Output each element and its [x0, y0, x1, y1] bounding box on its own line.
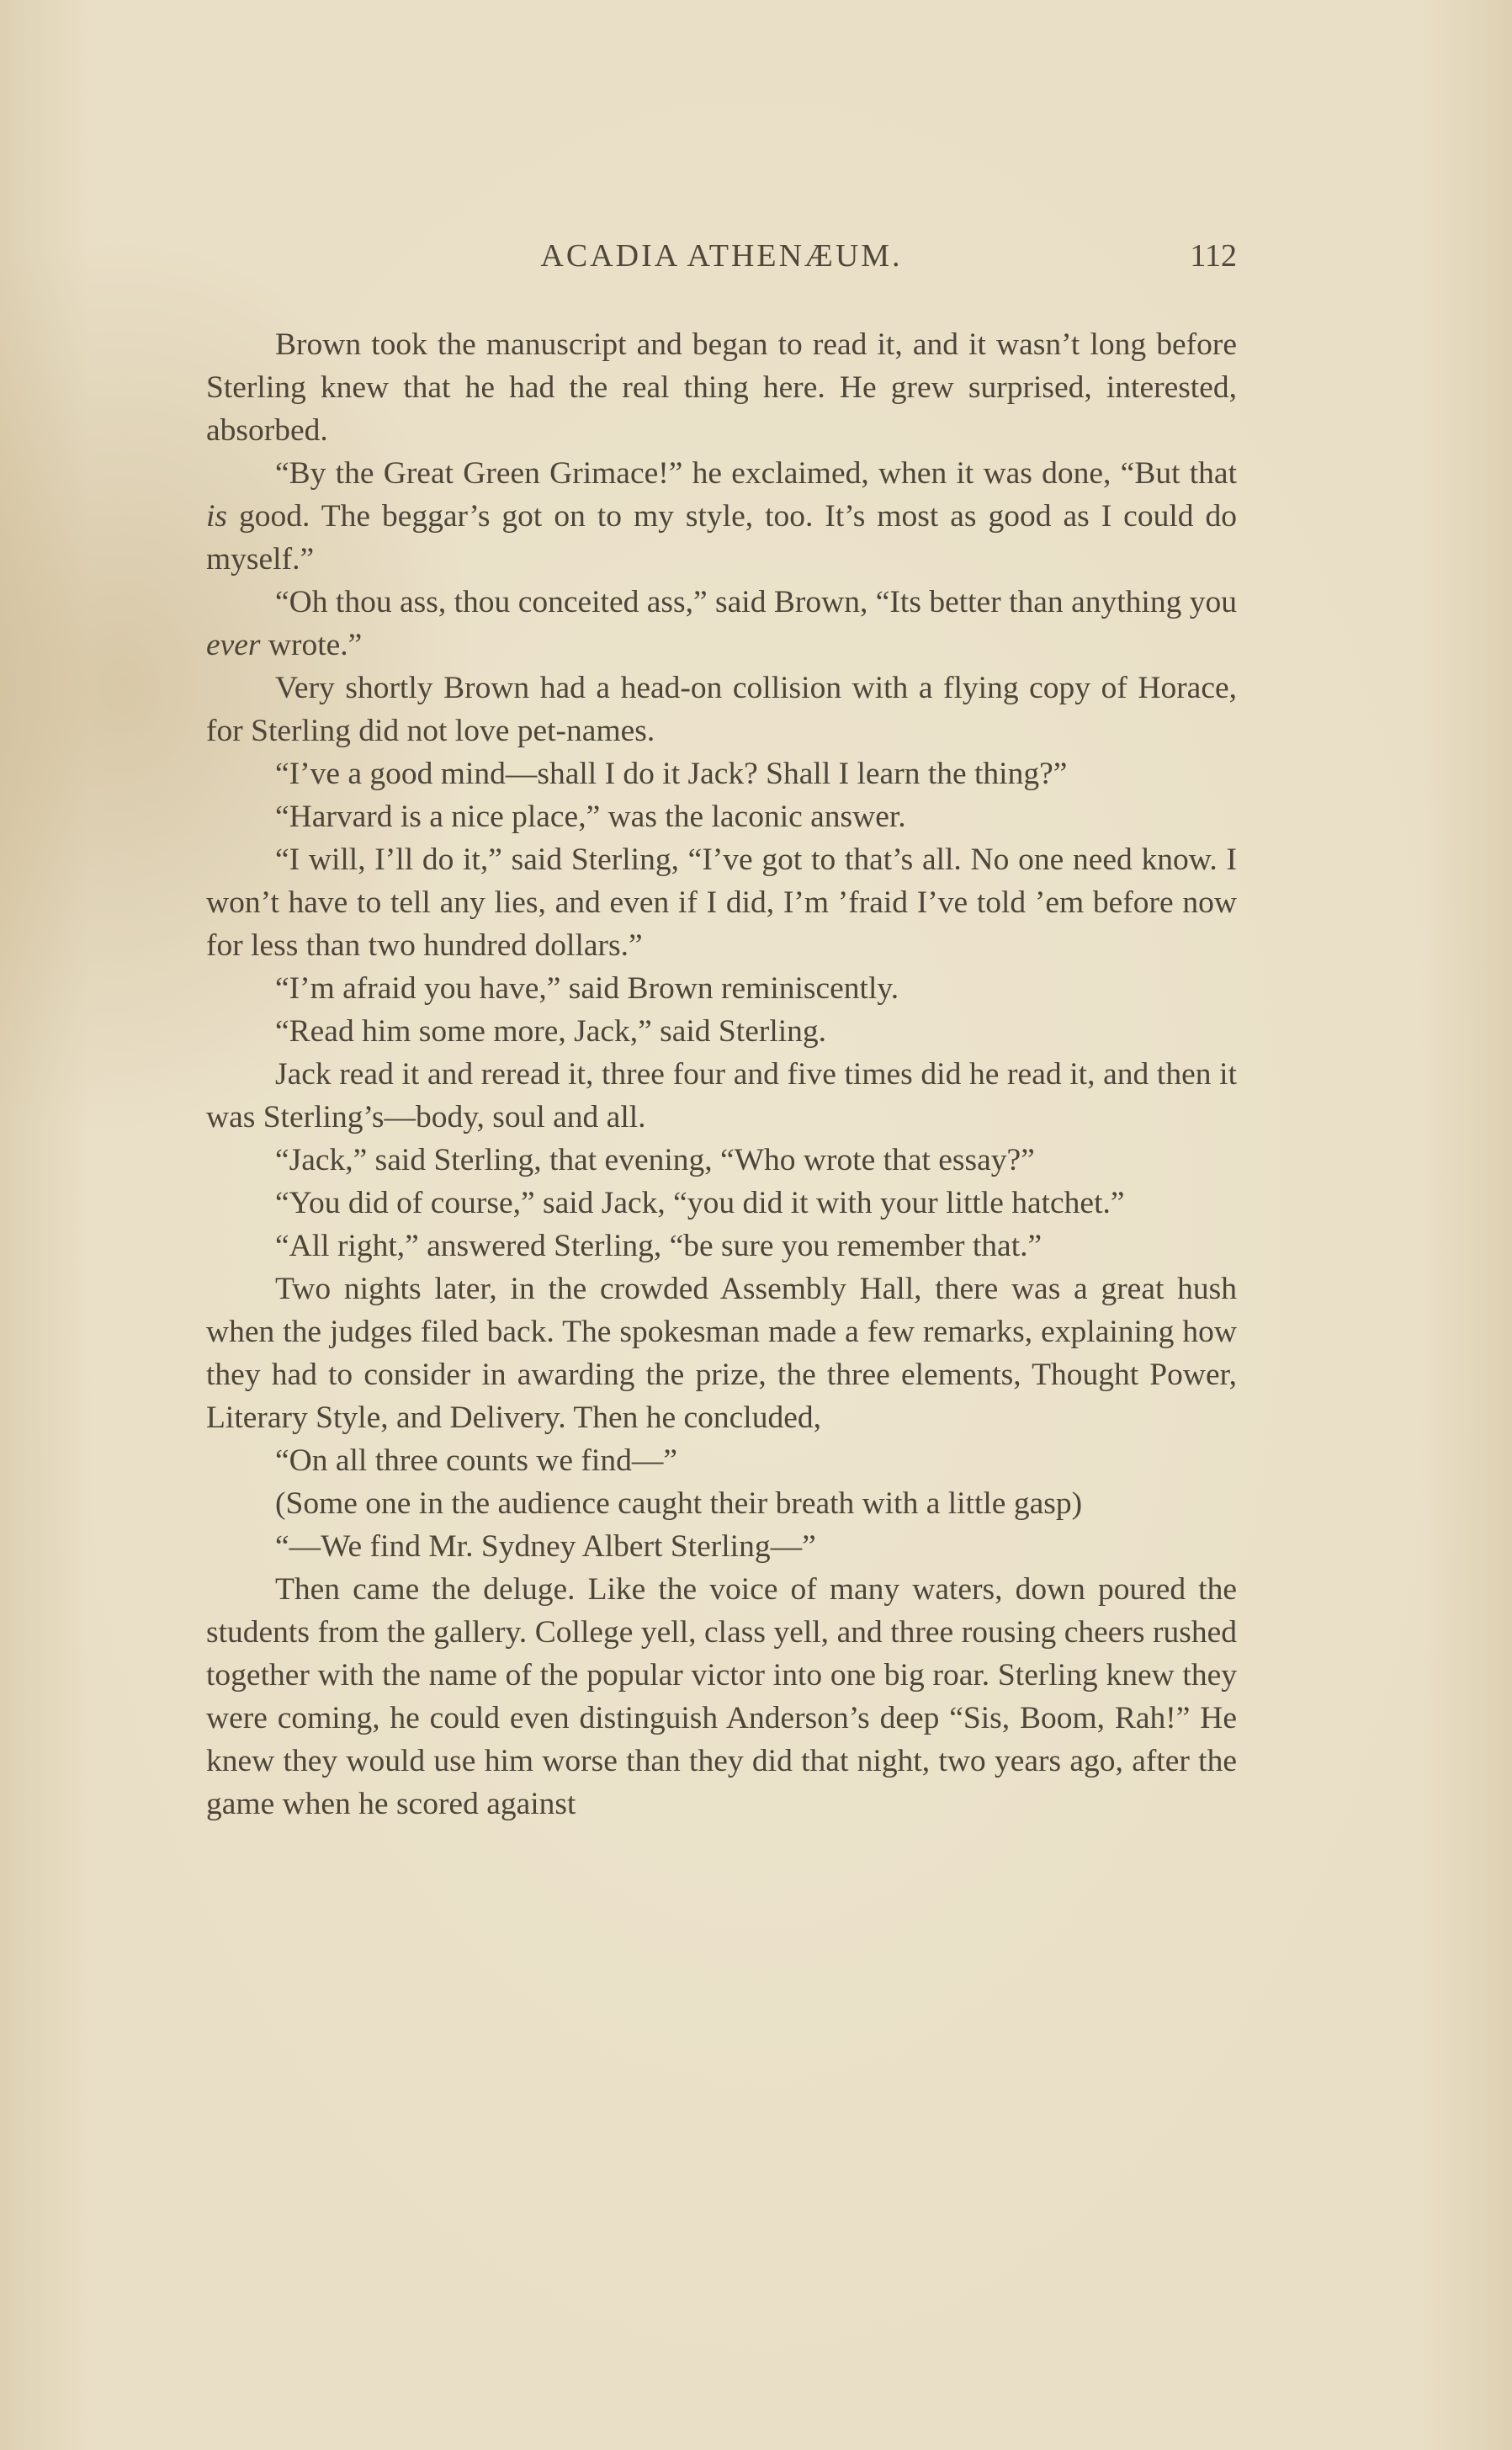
- paragraph: “You did of course,” said Jack, “you did it with your little hatchet.”: [275, 1186, 1125, 1220]
- running-head: [206, 237, 1237, 288]
- paragraph: “On all three counts we find—”: [275, 1443, 677, 1478]
- paragraph: Then came the deluge. Like the voice of many waters, down poured the students from the gallery. College yell, class yell, and three rousing cheers rushed together with the name of the popular victor into one big roar. Sterling knew they were coming, he could even distinguish Anderson’s deep “Sis, Boom, Rah!” He knew they would use him worse than they did that night, two years ago, after the game when he scored against: [206, 1572, 1237, 1821]
- text-run: good. The beggar’s got on to my style, too. It’s most as good as I could do myself.”: [206, 499, 1237, 577]
- paragraph: (Some one in the audience caught their breath with a little gasp): [275, 1486, 1083, 1521]
- paragraph: Jack read it and reread it, three four and five times did he read it, and then it was Sterling’s—body, soul and all.: [206, 1057, 1237, 1135]
- paragraph: “Harvard is a nice place,” was the laconic answer.: [275, 800, 906, 834]
- paragraph: “Read him some more, Jack,” said Sterling.: [275, 1014, 827, 1049]
- page-number: 112: [1190, 238, 1237, 274]
- italic-text: is: [206, 499, 228, 534]
- paragraph: [206, 581, 1237, 667]
- italic-text: ever: [206, 628, 261, 662]
- paragraph: “All right,” answered Sterling, “be sure you remember that.”: [275, 1229, 1042, 1263]
- paragraph: “I’m afraid you have,” said Brown reminiscently.: [275, 971, 899, 1006]
- paragraph: “I will, I’ll do it,” said Sterling, “I’ve got to that’s all. No one need know. I won’t have to tell any lies, and even if I did, I’m ’fraid I’ve told ’em before now for less than two hundred dollars.”: [206, 842, 1237, 963]
- paragraph: “—We find Mr. Sydney Albert Sterling—”: [275, 1529, 816, 1564]
- paragraph: “I’ve a good mind—shall I do it Jack? Shall I learn the thing?”: [275, 757, 1068, 791]
- text-run: “By the Great Green Grimace!” he exclaimed, when it was done, “But that: [275, 456, 1237, 491]
- paragraph: Very shortly Brown had a head-on collision with a flying copy of Horace, for Sterling did not love pet-names.: [206, 671, 1237, 748]
- paragraph: “Jack,” said Sterling, that evening, “Who wrote that essay?”: [275, 1143, 1035, 1177]
- paragraph: [206, 452, 1237, 581]
- running-title: ACADIA ATHENÆUM.: [540, 238, 903, 274]
- paragraph: Brown took the manuscript and began to read it, and it wasn’t long before Sterling knew that he had the real thing here. He grew surprised, interested, absorbed.: [206, 327, 1237, 448]
- text-run: wrote.”: [260, 628, 363, 662]
- text-run: “Oh thou ass, thou conceited ass,” said Brown, “Its better than anything you: [275, 585, 1237, 619]
- body-text: [206, 323, 1237, 1826]
- paragraph: Two nights later, in the crowded Assembly Hall, there was a great hush when the judges filed back. The spokesman made a few remarks, explaining how they had to consider in awarding the prize, the three elements, Thought Power, Literary Style, and Delivery. Then he concluded,: [206, 1272, 1237, 1435]
